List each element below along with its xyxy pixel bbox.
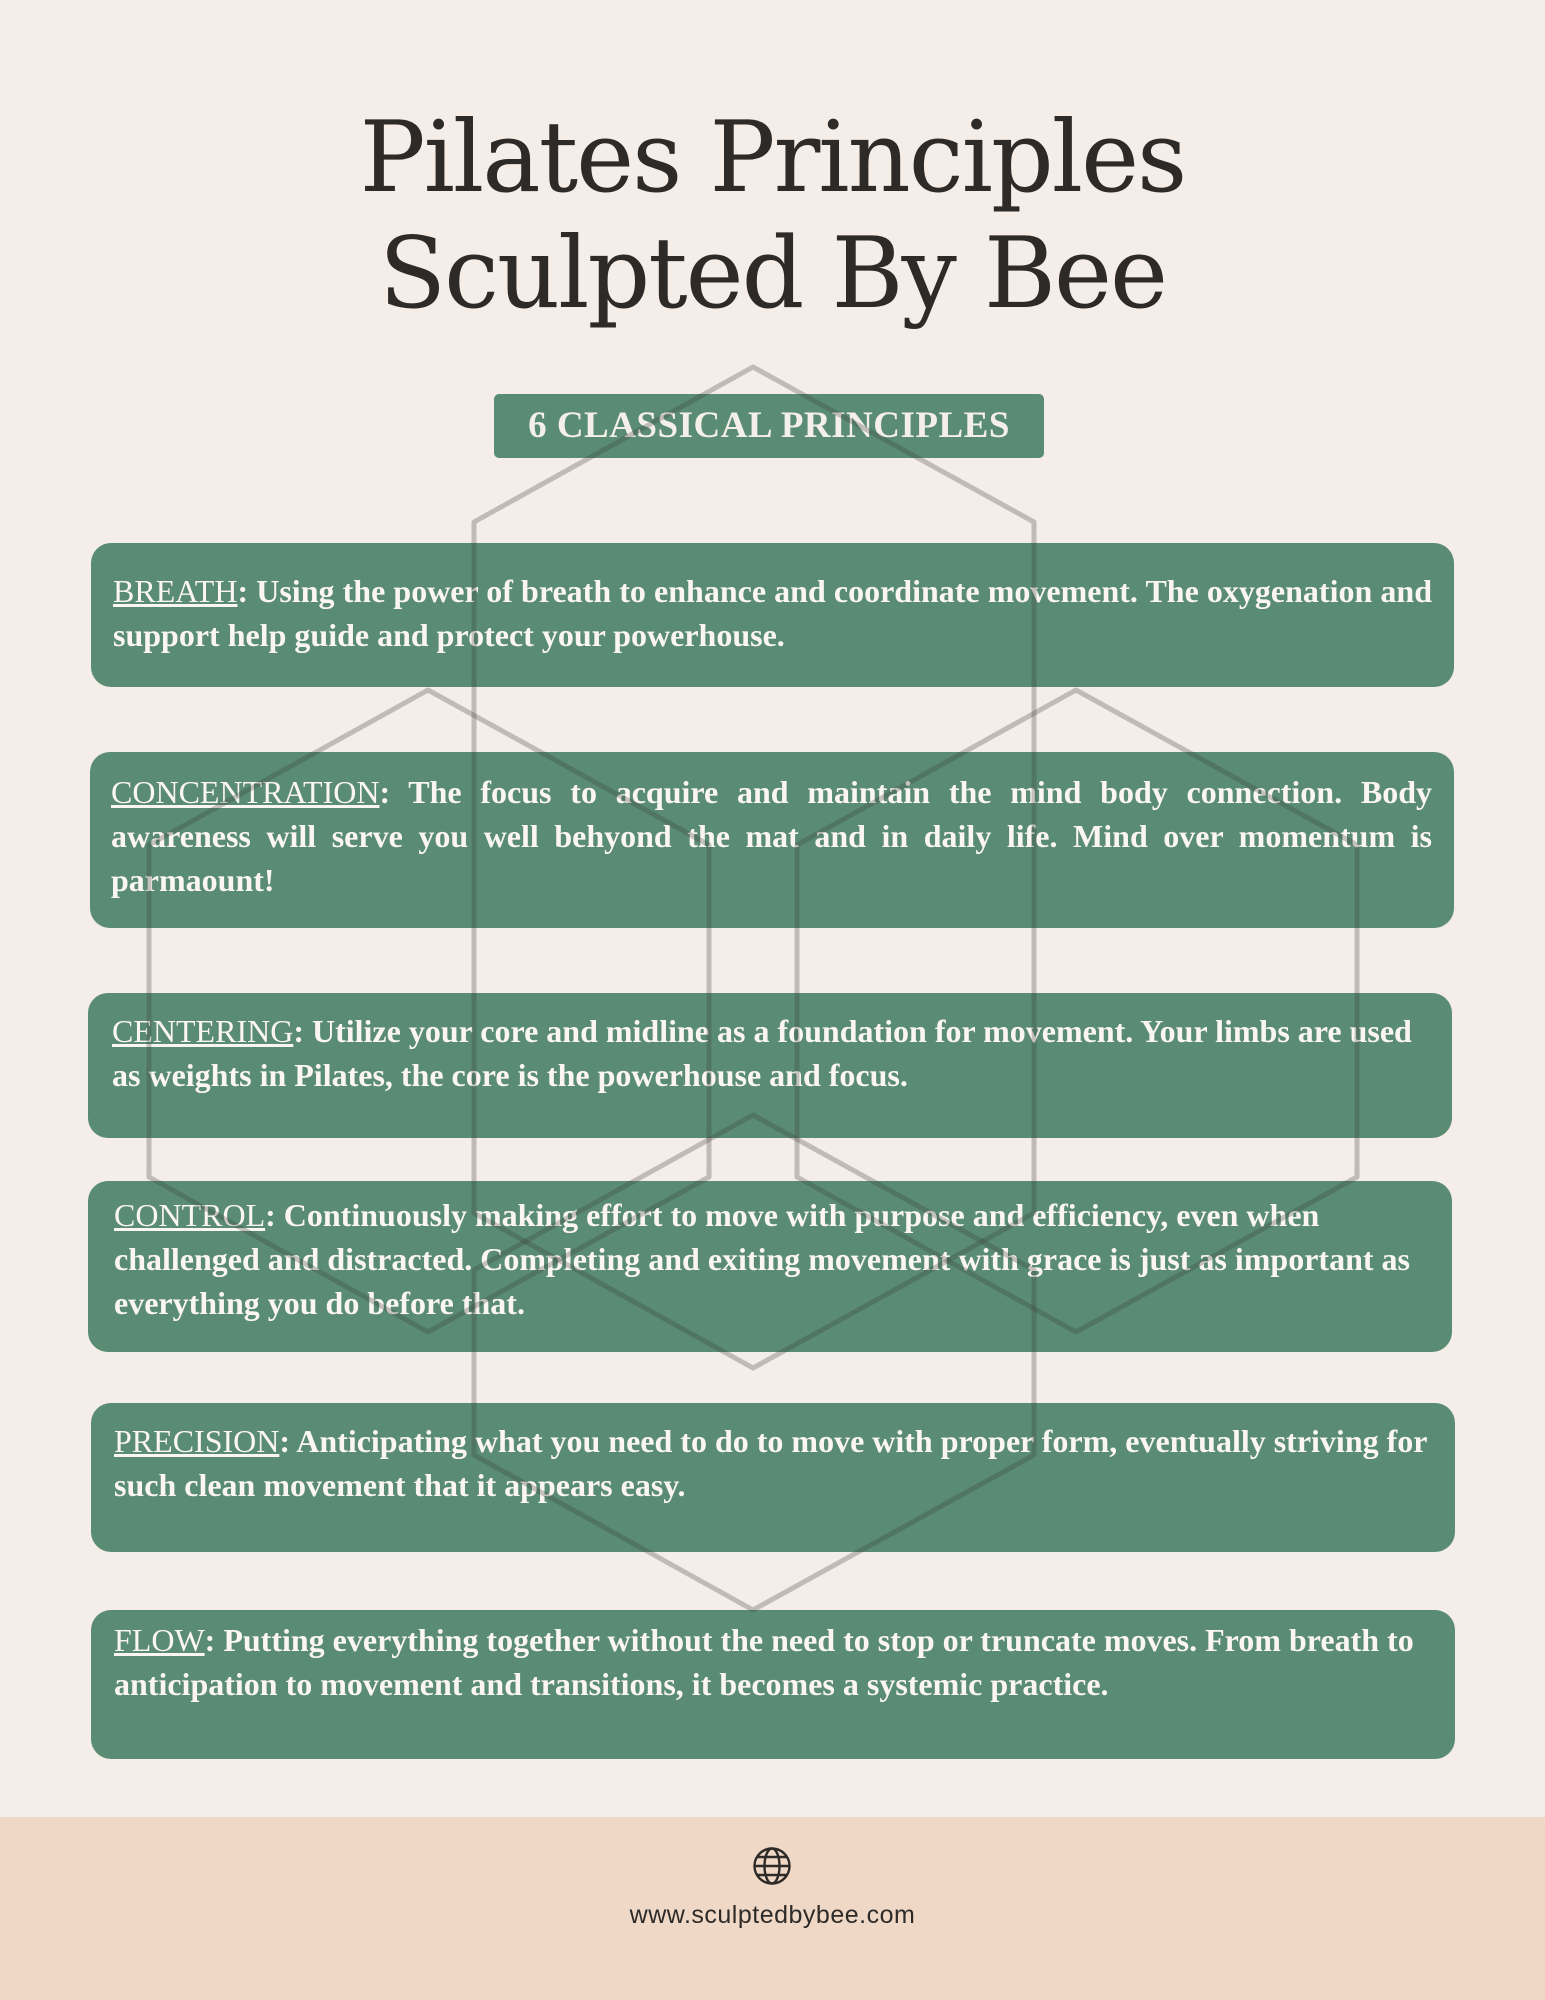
principle-card-flow: [91, 1610, 1455, 1759]
principle-text: [111, 770, 1432, 902]
principle-description: : Putting everything together without the need to stop or truncate moves. From breath to anticipation to movement and transitions, it becomes a systemic practice.: [114, 1622, 1414, 1702]
principle-text: [114, 1419, 1433, 1507]
principle-term: CENTERING: [112, 1013, 294, 1049]
section-badge: 6 CLASSICAL PRINCIPLES: [494, 394, 1044, 458]
principle-text: [114, 1193, 1430, 1325]
page-title-line-1: Pilates Principles: [359, 101, 1186, 215]
principle-term: CONTROL: [114, 1197, 266, 1233]
principle-term: BREATH: [113, 573, 238, 609]
principle-description: : The focus to acquire and maintain the mind body connection. Body awareness will serve you well behyond the mat and in daily life. Mind over momentum is parmaount!: [111, 774, 1432, 898]
principle-term: FLOW: [114, 1622, 205, 1658]
principle-term: CONCENTRATION: [111, 774, 380, 810]
principle-description: : Continuously making effort to move with purpose and efficiency, even when challenged and distracted. Completing and exiting movement with grace is just as important as everything you do before that.: [114, 1197, 1410, 1321]
principle-term: PRECISION: [114, 1423, 280, 1459]
page-title-line-2: Sculpted By Bee: [378, 217, 1167, 331]
principle-card-breath: [91, 543, 1454, 687]
principle-description: : Anticipating what you need to do to move with proper form, eventually striving for such clean movement that it appears easy.: [114, 1423, 1427, 1503]
website-url[interactable]: www.sculptedbybee.com: [629, 1901, 916, 1929]
principle-text: [112, 1009, 1430, 1097]
globe-icon: [751, 1845, 793, 1887]
principle-card-centering: [88, 993, 1452, 1138]
principle-text: [114, 1618, 1433, 1706]
principle-description: : Using the power of breath to enhance and coordinate movement. The oxygenation and support help guide and protect your powerhouse.: [113, 573, 1432, 653]
principle-card-concentration: [90, 752, 1454, 928]
principle-description: : Utilize your core and midline as a foundation for movement. Your limbs are used as weights in Pilates, the core is the powerhouse and focus.: [112, 1013, 1412, 1093]
principle-card-precision: [91, 1403, 1455, 1552]
principle-text: [113, 569, 1432, 657]
principle-card-control: [88, 1181, 1452, 1352]
